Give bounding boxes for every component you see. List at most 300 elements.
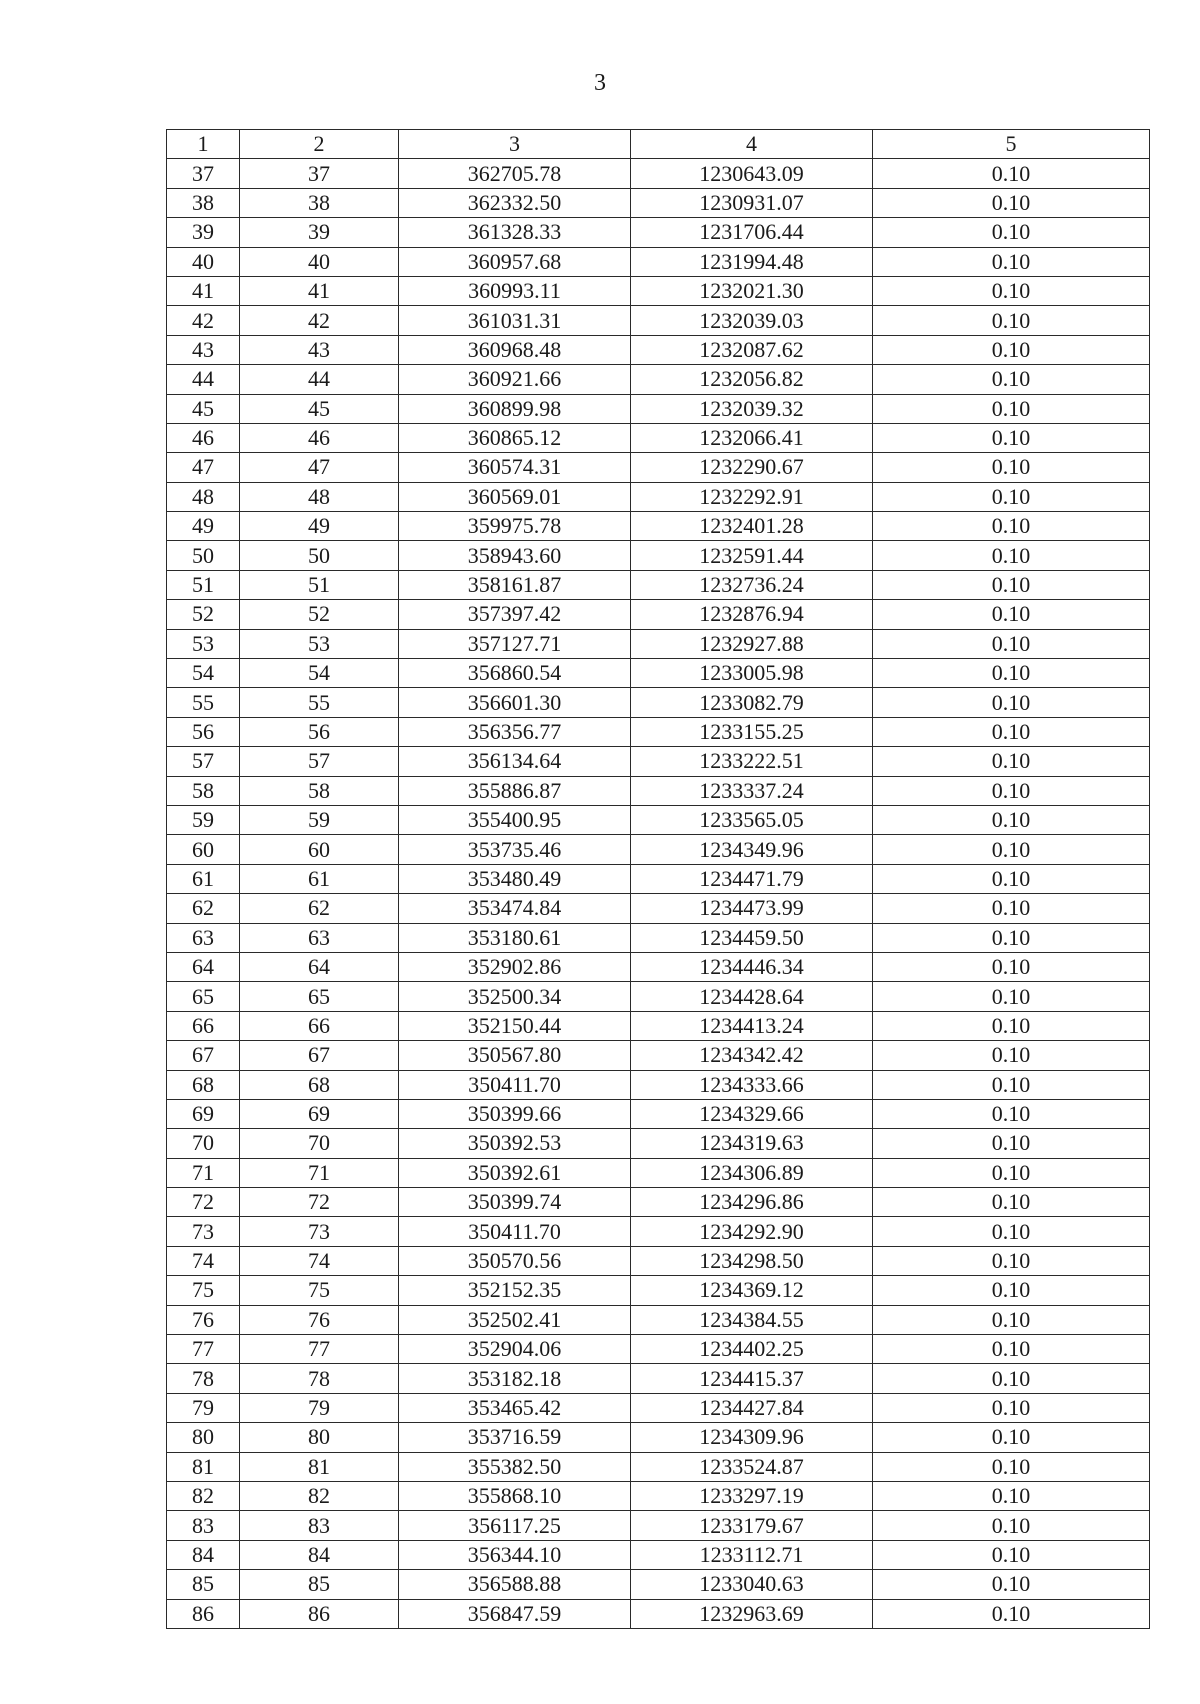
row-number-cell: 39 <box>167 218 240 247</box>
coordinate-y-cell: 1234384.55 <box>631 1305 873 1334</box>
row-number-cell: 55 <box>167 688 240 717</box>
coordinate-y-cell: 1232039.32 <box>631 394 873 423</box>
point-number-cell: 65 <box>240 982 399 1011</box>
coordinate-x-cell: 356860.54 <box>399 659 631 688</box>
value-cell: 0.10 <box>873 453 1150 482</box>
coordinate-x-cell: 356601.30 <box>399 688 631 717</box>
value-cell: 0.10 <box>873 659 1150 688</box>
table-row <box>167 835 1150 864</box>
point-number-cell: 81 <box>240 1452 399 1481</box>
coordinates-table <box>166 129 1150 1629</box>
coordinate-x-cell: 352904.06 <box>399 1335 631 1364</box>
coordinate-x-cell: 352150.44 <box>399 1011 631 1040</box>
value-cell: 0.10 <box>873 512 1150 541</box>
row-number-cell: 53 <box>167 629 240 658</box>
table-row <box>167 1599 1150 1628</box>
row-number-cell: 42 <box>167 306 240 335</box>
coordinate-x-cell: 360899.98 <box>399 394 631 423</box>
point-number-cell: 63 <box>240 923 399 952</box>
point-number-cell: 39 <box>240 218 399 247</box>
point-number-cell: 56 <box>240 717 399 746</box>
column-header: 2 <box>240 130 399 159</box>
point-number-cell: 69 <box>240 1099 399 1128</box>
coordinate-y-cell: 1233005.98 <box>631 659 873 688</box>
table-row <box>167 688 1150 717</box>
table-row <box>167 1570 1150 1599</box>
value-cell: 0.10 <box>873 1011 1150 1040</box>
coordinate-y-cell: 1231994.48 <box>631 247 873 276</box>
value-cell: 0.10 <box>873 482 1150 511</box>
value-cell: 0.10 <box>873 1540 1150 1569</box>
coordinate-x-cell: 358161.87 <box>399 570 631 599</box>
value-cell: 0.10 <box>873 1129 1150 1158</box>
coordinate-x-cell: 357397.42 <box>399 600 631 629</box>
coordinate-x-cell: 352902.86 <box>399 952 631 981</box>
table-row <box>167 335 1150 364</box>
coordinate-y-cell: 1234329.66 <box>631 1099 873 1128</box>
coordinate-y-cell: 1234342.42 <box>631 1041 873 1070</box>
row-number-cell: 84 <box>167 1540 240 1569</box>
point-number-cell: 84 <box>240 1540 399 1569</box>
table-row <box>167 512 1150 541</box>
row-number-cell: 58 <box>167 776 240 805</box>
row-number-cell: 64 <box>167 952 240 981</box>
row-number-cell: 69 <box>167 1099 240 1128</box>
coordinate-y-cell: 1233565.05 <box>631 805 873 834</box>
coordinate-x-cell: 355868.10 <box>399 1481 631 1510</box>
table-row <box>167 423 1150 452</box>
point-number-cell: 75 <box>240 1276 399 1305</box>
coordinate-y-cell: 1232087.62 <box>631 335 873 364</box>
coordinate-y-cell: 1233179.67 <box>631 1511 873 1540</box>
value-cell: 0.10 <box>873 218 1150 247</box>
coordinate-x-cell: 359975.78 <box>399 512 631 541</box>
row-number-cell: 40 <box>167 247 240 276</box>
value-cell: 0.10 <box>873 1246 1150 1275</box>
value-cell: 0.10 <box>873 276 1150 305</box>
point-number-cell: 48 <box>240 482 399 511</box>
value-cell: 0.10 <box>873 600 1150 629</box>
point-number-cell: 86 <box>240 1599 399 1628</box>
coordinate-y-cell: 1234413.24 <box>631 1011 873 1040</box>
value-cell: 0.10 <box>873 1305 1150 1334</box>
coordinate-y-cell: 1232591.44 <box>631 541 873 570</box>
value-cell: 0.10 <box>873 717 1150 746</box>
column-header: 5 <box>873 130 1150 159</box>
value-cell: 0.10 <box>873 894 1150 923</box>
point-number-cell: 49 <box>240 512 399 541</box>
table-row <box>167 1188 1150 1217</box>
coordinate-y-cell: 1233337.24 <box>631 776 873 805</box>
row-number-cell: 43 <box>167 335 240 364</box>
value-cell: 0.10 <box>873 688 1150 717</box>
coordinate-x-cell: 350392.61 <box>399 1158 631 1187</box>
value-cell: 0.10 <box>873 747 1150 776</box>
point-number-cell: 68 <box>240 1070 399 1099</box>
table-row <box>167 805 1150 834</box>
row-number-cell: 48 <box>167 482 240 511</box>
coordinate-y-cell: 1233155.25 <box>631 717 873 746</box>
point-number-cell: 44 <box>240 365 399 394</box>
point-number-cell: 46 <box>240 423 399 452</box>
point-number-cell: 64 <box>240 952 399 981</box>
coordinate-x-cell: 353180.61 <box>399 923 631 952</box>
table-row <box>167 1481 1150 1510</box>
row-number-cell: 49 <box>167 512 240 541</box>
point-number-cell: 47 <box>240 453 399 482</box>
point-number-cell: 80 <box>240 1423 399 1452</box>
value-cell: 0.10 <box>873 1599 1150 1628</box>
table-row <box>167 394 1150 423</box>
coordinate-y-cell: 1230931.07 <box>631 188 873 217</box>
table-row <box>167 218 1150 247</box>
value-cell: 0.10 <box>873 1511 1150 1540</box>
row-number-cell: 76 <box>167 1305 240 1334</box>
coordinate-y-cell: 1234446.34 <box>631 952 873 981</box>
coordinate-x-cell: 356134.64 <box>399 747 631 776</box>
table-row <box>167 541 1150 570</box>
point-number-cell: 51 <box>240 570 399 599</box>
coordinate-x-cell: 356588.88 <box>399 1570 631 1599</box>
coordinate-y-cell: 1234319.63 <box>631 1129 873 1158</box>
row-number-cell: 41 <box>167 276 240 305</box>
table-row <box>167 159 1150 188</box>
coordinate-y-cell: 1232066.41 <box>631 423 873 452</box>
coordinate-y-cell: 1233082.79 <box>631 688 873 717</box>
value-cell: 0.10 <box>873 835 1150 864</box>
row-number-cell: 50 <box>167 541 240 570</box>
coordinate-y-cell: 1234296.86 <box>631 1188 873 1217</box>
point-number-cell: 82 <box>240 1481 399 1510</box>
row-number-cell: 68 <box>167 1070 240 1099</box>
row-number-cell: 82 <box>167 1481 240 1510</box>
coordinate-x-cell: 356356.77 <box>399 717 631 746</box>
coordinate-x-cell: 360865.12 <box>399 423 631 452</box>
value-cell: 0.10 <box>873 570 1150 599</box>
point-number-cell: 73 <box>240 1217 399 1246</box>
table-row <box>167 717 1150 746</box>
coordinate-y-cell: 1234471.79 <box>631 864 873 893</box>
coordinate-x-cell: 353480.49 <box>399 864 631 893</box>
coordinate-x-cell: 362332.50 <box>399 188 631 217</box>
row-number-cell: 46 <box>167 423 240 452</box>
coordinate-y-cell: 1234427.84 <box>631 1393 873 1422</box>
coordinate-x-cell: 350570.56 <box>399 1246 631 1275</box>
value-cell: 0.10 <box>873 1188 1150 1217</box>
point-number-cell: 38 <box>240 188 399 217</box>
coordinate-x-cell: 353716.59 <box>399 1423 631 1452</box>
row-number-cell: 79 <box>167 1393 240 1422</box>
coordinate-x-cell: 352500.34 <box>399 982 631 1011</box>
coordinate-y-cell: 1232963.69 <box>631 1599 873 1628</box>
value-cell: 0.10 <box>873 776 1150 805</box>
point-number-cell: 59 <box>240 805 399 834</box>
coordinate-y-cell: 1232292.91 <box>631 482 873 511</box>
value-cell: 0.10 <box>873 1217 1150 1246</box>
coordinate-x-cell: 355400.95 <box>399 805 631 834</box>
table-header-row <box>167 130 1150 159</box>
coordinate-x-cell: 360968.48 <box>399 335 631 364</box>
table-row <box>167 1511 1150 1540</box>
coordinate-x-cell: 361031.31 <box>399 306 631 335</box>
row-number-cell: 70 <box>167 1129 240 1158</box>
coordinate-y-cell: 1234292.90 <box>631 1217 873 1246</box>
value-cell: 0.10 <box>873 923 1150 952</box>
row-number-cell: 66 <box>167 1011 240 1040</box>
coordinate-y-cell: 1232736.24 <box>631 570 873 599</box>
table-row <box>167 659 1150 688</box>
row-number-cell: 83 <box>167 1511 240 1540</box>
coordinate-y-cell: 1233112.71 <box>631 1540 873 1569</box>
value-cell: 0.10 <box>873 1423 1150 1452</box>
point-number-cell: 60 <box>240 835 399 864</box>
table-body <box>167 159 1150 1629</box>
row-number-cell: 81 <box>167 1452 240 1481</box>
point-number-cell: 70 <box>240 1129 399 1158</box>
row-number-cell: 51 <box>167 570 240 599</box>
point-number-cell: 62 <box>240 894 399 923</box>
value-cell: 0.10 <box>873 159 1150 188</box>
value-cell: 0.10 <box>873 541 1150 570</box>
row-number-cell: 60 <box>167 835 240 864</box>
table-row <box>167 1393 1150 1422</box>
table-row <box>167 894 1150 923</box>
table-row <box>167 776 1150 805</box>
coordinate-x-cell: 350567.80 <box>399 1041 631 1070</box>
value-cell: 0.10 <box>873 1158 1150 1187</box>
coordinate-x-cell: 357127.71 <box>399 629 631 658</box>
row-number-cell: 63 <box>167 923 240 952</box>
value-cell: 0.10 <box>873 394 1150 423</box>
row-number-cell: 74 <box>167 1246 240 1275</box>
row-number-cell: 37 <box>167 159 240 188</box>
column-header: 1 <box>167 130 240 159</box>
value-cell: 0.10 <box>873 1364 1150 1393</box>
coordinate-x-cell: 358943.60 <box>399 541 631 570</box>
point-number-cell: 74 <box>240 1246 399 1275</box>
coordinate-y-cell: 1234349.96 <box>631 835 873 864</box>
coordinate-y-cell: 1234402.25 <box>631 1335 873 1364</box>
point-number-cell: 76 <box>240 1305 399 1334</box>
point-number-cell: 66 <box>240 1011 399 1040</box>
value-cell: 0.10 <box>873 1481 1150 1510</box>
point-number-cell: 43 <box>240 335 399 364</box>
table-row <box>167 1011 1150 1040</box>
value-cell: 0.10 <box>873 423 1150 452</box>
point-number-cell: 52 <box>240 600 399 629</box>
coordinate-y-cell: 1232927.88 <box>631 629 873 658</box>
coordinate-y-cell: 1232290.67 <box>631 453 873 482</box>
coordinate-x-cell: 356344.10 <box>399 1540 631 1569</box>
table-row <box>167 1070 1150 1099</box>
table-row <box>167 1452 1150 1481</box>
row-number-cell: 61 <box>167 864 240 893</box>
coordinate-y-cell: 1234309.96 <box>631 1423 873 1452</box>
coordinate-x-cell: 356847.59 <box>399 1599 631 1628</box>
row-number-cell: 38 <box>167 188 240 217</box>
coordinate-x-cell: 356117.25 <box>399 1511 631 1540</box>
value-cell: 0.10 <box>873 1393 1150 1422</box>
row-number-cell: 72 <box>167 1188 240 1217</box>
table-row <box>167 1423 1150 1452</box>
coordinate-y-cell: 1234473.99 <box>631 894 873 923</box>
coordinate-x-cell: 350392.53 <box>399 1129 631 1158</box>
row-number-cell: 67 <box>167 1041 240 1070</box>
point-number-cell: 78 <box>240 1364 399 1393</box>
value-cell: 0.10 <box>873 247 1150 276</box>
table-row <box>167 923 1150 952</box>
coordinate-y-cell: 1234459.50 <box>631 923 873 952</box>
table-row <box>167 1129 1150 1158</box>
row-number-cell: 54 <box>167 659 240 688</box>
coordinate-x-cell: 352502.41 <box>399 1305 631 1334</box>
value-cell: 0.10 <box>873 1570 1150 1599</box>
table-row <box>167 629 1150 658</box>
table-row <box>167 1305 1150 1334</box>
table-row <box>167 453 1150 482</box>
table-row <box>167 1335 1150 1364</box>
point-number-cell: 55 <box>240 688 399 717</box>
coordinate-x-cell: 353182.18 <box>399 1364 631 1393</box>
coordinate-y-cell: 1234306.89 <box>631 1158 873 1187</box>
value-cell: 0.10 <box>873 1335 1150 1364</box>
coordinate-x-cell: 355382.50 <box>399 1452 631 1481</box>
table-row <box>167 600 1150 629</box>
row-number-cell: 77 <box>167 1335 240 1364</box>
coordinate-x-cell: 360993.11 <box>399 276 631 305</box>
coordinate-x-cell: 350411.70 <box>399 1217 631 1246</box>
row-number-cell: 59 <box>167 805 240 834</box>
value-cell: 0.10 <box>873 864 1150 893</box>
coordinate-x-cell: 353474.84 <box>399 894 631 923</box>
table-row <box>167 1158 1150 1187</box>
coordinate-y-cell: 1233297.19 <box>631 1481 873 1510</box>
page-number: 3 <box>594 70 606 96</box>
point-number-cell: 72 <box>240 1188 399 1217</box>
point-number-cell: 67 <box>240 1041 399 1070</box>
point-number-cell: 50 <box>240 541 399 570</box>
point-number-cell: 61 <box>240 864 399 893</box>
table-row <box>167 247 1150 276</box>
coordinate-y-cell: 1234415.37 <box>631 1364 873 1393</box>
value-cell: 0.10 <box>873 1070 1150 1099</box>
coordinate-y-cell: 1232021.30 <box>631 276 873 305</box>
row-number-cell: 57 <box>167 747 240 776</box>
value-cell: 0.10 <box>873 306 1150 335</box>
value-cell: 0.10 <box>873 188 1150 217</box>
coordinate-x-cell: 360957.68 <box>399 247 631 276</box>
point-number-cell: 83 <box>240 1511 399 1540</box>
point-number-cell: 58 <box>240 776 399 805</box>
table-row <box>167 188 1150 217</box>
point-number-cell: 37 <box>240 159 399 188</box>
table-row <box>167 1246 1150 1275</box>
point-number-cell: 77 <box>240 1335 399 1364</box>
point-number-cell: 40 <box>240 247 399 276</box>
coordinate-y-cell: 1232039.03 <box>631 306 873 335</box>
value-cell: 0.10 <box>873 1041 1150 1070</box>
point-number-cell: 45 <box>240 394 399 423</box>
table-row <box>167 482 1150 511</box>
coordinate-y-cell: 1234369.12 <box>631 1276 873 1305</box>
coordinate-y-cell: 1233040.63 <box>631 1570 873 1599</box>
value-cell: 0.10 <box>873 365 1150 394</box>
row-number-cell: 85 <box>167 1570 240 1599</box>
coordinate-x-cell: 353465.42 <box>399 1393 631 1422</box>
row-number-cell: 52 <box>167 600 240 629</box>
value-cell: 0.10 <box>873 805 1150 834</box>
row-number-cell: 45 <box>167 394 240 423</box>
coordinate-y-cell: 1232056.82 <box>631 365 873 394</box>
coordinate-x-cell: 353735.46 <box>399 835 631 864</box>
table-row <box>167 365 1150 394</box>
row-number-cell: 44 <box>167 365 240 394</box>
coordinate-x-cell: 350411.70 <box>399 1070 631 1099</box>
table-row <box>167 570 1150 599</box>
value-cell: 0.10 <box>873 1452 1150 1481</box>
coordinate-x-cell: 350399.74 <box>399 1188 631 1217</box>
row-number-cell: 80 <box>167 1423 240 1452</box>
point-number-cell: 54 <box>240 659 399 688</box>
coordinate-y-cell: 1232876.94 <box>631 600 873 629</box>
coordinate-y-cell: 1234298.50 <box>631 1246 873 1275</box>
table-row <box>167 952 1150 981</box>
row-number-cell: 56 <box>167 717 240 746</box>
coordinate-y-cell: 1232401.28 <box>631 512 873 541</box>
coordinate-y-cell: 1234333.66 <box>631 1070 873 1099</box>
table-row <box>167 747 1150 776</box>
value-cell: 0.10 <box>873 1276 1150 1305</box>
coordinate-y-cell: 1234428.64 <box>631 982 873 1011</box>
coordinate-x-cell: 360569.01 <box>399 482 631 511</box>
row-number-cell: 71 <box>167 1158 240 1187</box>
table-row <box>167 276 1150 305</box>
coordinate-x-cell: 361328.33 <box>399 218 631 247</box>
coordinate-x-cell: 362705.78 <box>399 159 631 188</box>
point-number-cell: 42 <box>240 306 399 335</box>
coordinate-x-cell: 360921.66 <box>399 365 631 394</box>
value-cell: 0.10 <box>873 1099 1150 1128</box>
coordinate-x-cell: 355886.87 <box>399 776 631 805</box>
table-row <box>167 1099 1150 1128</box>
coordinate-x-cell: 350399.66 <box>399 1099 631 1128</box>
column-header: 3 <box>399 130 631 159</box>
coordinate-x-cell: 352152.35 <box>399 1276 631 1305</box>
row-number-cell: 73 <box>167 1217 240 1246</box>
column-header: 4 <box>631 130 873 159</box>
value-cell: 0.10 <box>873 952 1150 981</box>
table-row <box>167 1276 1150 1305</box>
table-row <box>167 306 1150 335</box>
coordinate-y-cell: 1233222.51 <box>631 747 873 776</box>
row-number-cell: 65 <box>167 982 240 1011</box>
point-number-cell: 79 <box>240 1393 399 1422</box>
value-cell: 0.10 <box>873 335 1150 364</box>
coordinate-y-cell: 1233524.87 <box>631 1452 873 1481</box>
table-row <box>167 1217 1150 1246</box>
point-number-cell: 85 <box>240 1570 399 1599</box>
coordinate-y-cell: 1230643.09 <box>631 159 873 188</box>
table-row <box>167 864 1150 893</box>
row-number-cell: 62 <box>167 894 240 923</box>
row-number-cell: 75 <box>167 1276 240 1305</box>
point-number-cell: 71 <box>240 1158 399 1187</box>
coordinate-x-cell: 360574.31 <box>399 453 631 482</box>
point-number-cell: 41 <box>240 276 399 305</box>
coordinate-y-cell: 1231706.44 <box>631 218 873 247</box>
table-row <box>167 1041 1150 1070</box>
value-cell: 0.10 <box>873 982 1150 1011</box>
